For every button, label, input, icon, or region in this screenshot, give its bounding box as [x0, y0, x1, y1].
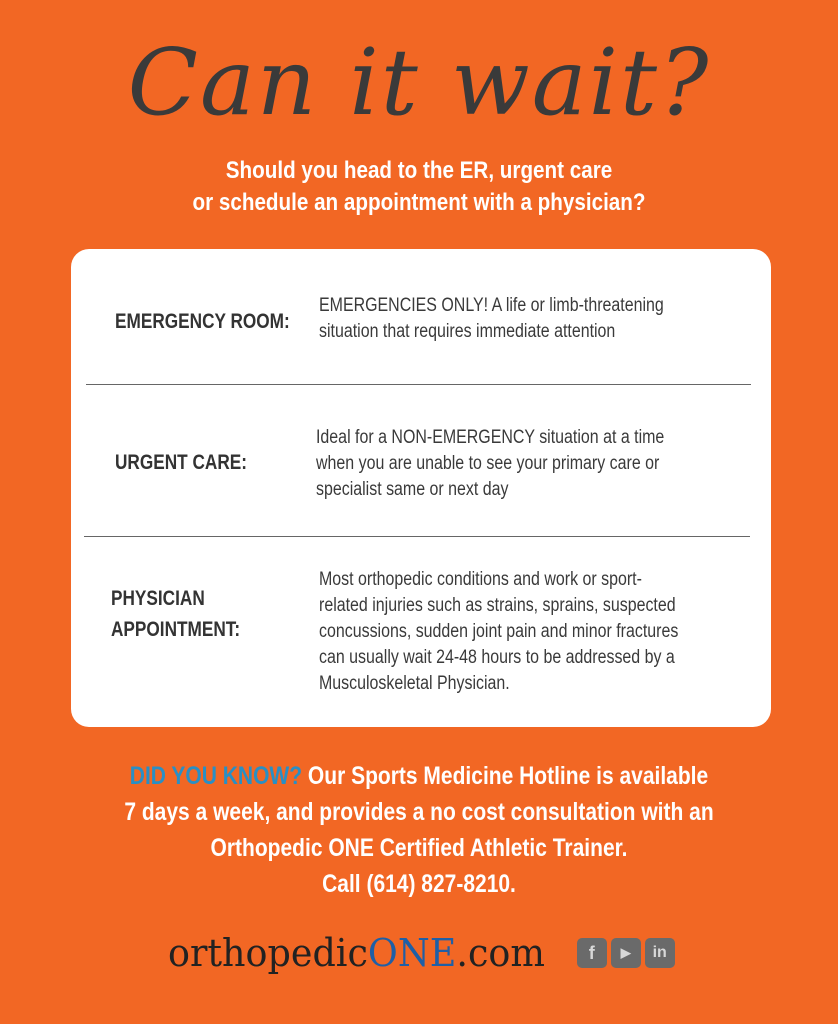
- description-line: can usually wait 24-48 hours to be addressed by a: [319, 647, 675, 668]
- did-you-know-block: [67, 758, 771, 902]
- description-line: Most orthopedic conditions and work or sport-: [319, 569, 642, 590]
- description-line: related injuries such as strains, sprains, suspected: [319, 595, 676, 616]
- did-you-know-line-1: [67, 758, 771, 794]
- subtitle: [59, 155, 780, 219]
- hotline-phone[interactable]: Call (614) 827-8210.: [322, 870, 516, 898]
- subtitle-line-2: or schedule an appointment with a physician?: [192, 189, 646, 216]
- description-line: Musculoskeletal Physician.: [319, 673, 510, 694]
- linkedin-icon[interactable]: in: [645, 938, 675, 968]
- row-divider: [84, 536, 750, 537]
- description-line: specialist same or next day: [316, 479, 509, 500]
- physician-appointment-description: [319, 567, 714, 697]
- row-divider: [86, 384, 751, 385]
- urgent-care-label: URGENT CARE:: [115, 451, 248, 474]
- site-brand: ONE: [367, 931, 457, 975]
- description-line: situation that requires immediate attention: [319, 321, 616, 342]
- did-you-know-highlight: DID YOU KNOW?: [129, 762, 303, 790]
- emergency-room-label: EMERGENCY ROOM:: [115, 310, 290, 333]
- description-line: EMERGENCIES ONLY! A life or limb-threatening: [319, 295, 664, 316]
- emergency-room-description: [319, 293, 714, 345]
- care-options-card: [71, 249, 771, 727]
- social-icons: [577, 938, 675, 968]
- site-suffix: .com: [456, 931, 545, 975]
- physician-appointment-label-line-2: APPOINTMENT:: [111, 618, 241, 641]
- did-you-know-line-3: Orthopedic ONE Certified Athletic Trainer.: [210, 834, 628, 862]
- did-you-know-text: Our Sports Medicine Hotline is available: [302, 762, 709, 790]
- subtitle-line-1: Should you head to the ER, urgent care: [225, 157, 613, 184]
- physician-appointment-label-line-1: PHYSICIAN: [111, 587, 205, 610]
- facebook-icon[interactable]: f: [577, 938, 607, 968]
- footer: [168, 925, 675, 981]
- description-line: when you are unable to see your primary care or: [316, 453, 660, 474]
- did-you-know-line-2: 7 days a week, and provides a no cost consultation with an: [124, 798, 714, 826]
- website-link[interactable]: [168, 931, 545, 975]
- site-prefix: orthopedic: [168, 931, 368, 975]
- description-line: Ideal for a NON-EMERGENCY situation at a time: [316, 427, 665, 448]
- urgent-care-description: [316, 425, 711, 503]
- youtube-icon[interactable]: ▶: [611, 938, 641, 968]
- description-line: concussions, sudden joint pain and minor fractures: [319, 621, 679, 642]
- page-title: Can it wait?: [127, 29, 711, 136]
